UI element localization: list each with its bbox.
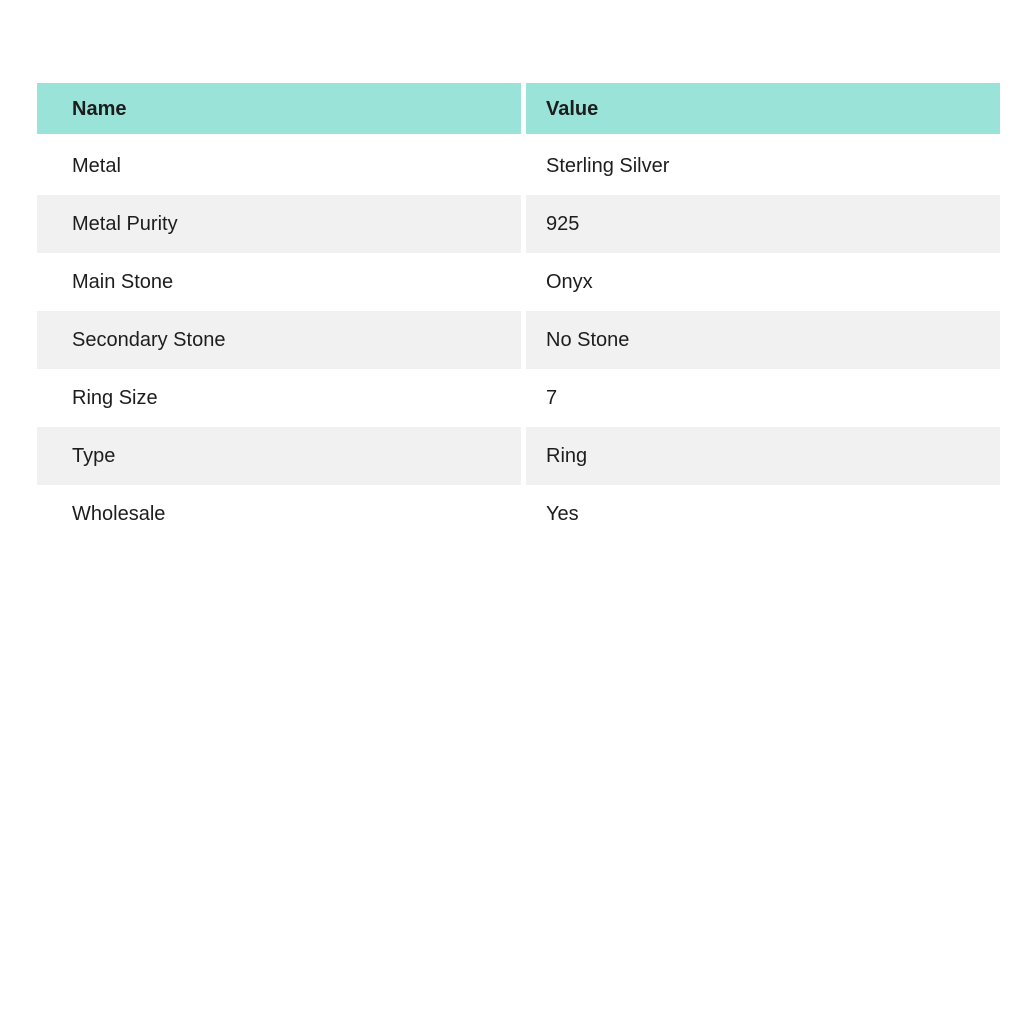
row-name-cell: Wholesale	[37, 485, 521, 543]
row-name-cell: Secondary Stone	[37, 311, 521, 369]
row-name-cell: Type	[37, 427, 521, 485]
row-name-cell: Ring Size	[37, 369, 521, 427]
table-row	[37, 427, 1000, 485]
column-header-value: Value	[526, 83, 1000, 134]
row-name-cell: Metal Purity	[37, 195, 521, 253]
table-row	[37, 253, 1000, 311]
table-header-row	[37, 83, 1000, 134]
row-name-cell: Metal	[37, 137, 521, 195]
row-name-cell: Main Stone	[37, 253, 521, 311]
table-row	[37, 137, 1000, 195]
row-value-cell: No Stone	[526, 311, 1000, 369]
row-value-cell: Sterling Silver	[526, 137, 1000, 195]
row-value-cell: Ring	[526, 427, 1000, 485]
row-value-cell: Yes	[526, 485, 1000, 543]
table-body	[37, 137, 1000, 543]
table-row	[37, 485, 1000, 543]
row-value-cell: 7	[526, 369, 1000, 427]
attributes-table	[37, 83, 1000, 543]
row-value-cell: 925	[526, 195, 1000, 253]
table-row	[37, 195, 1000, 253]
table-row	[37, 311, 1000, 369]
table-row	[37, 369, 1000, 427]
row-value-cell: Onyx	[526, 253, 1000, 311]
column-header-name: Name	[37, 83, 521, 134]
